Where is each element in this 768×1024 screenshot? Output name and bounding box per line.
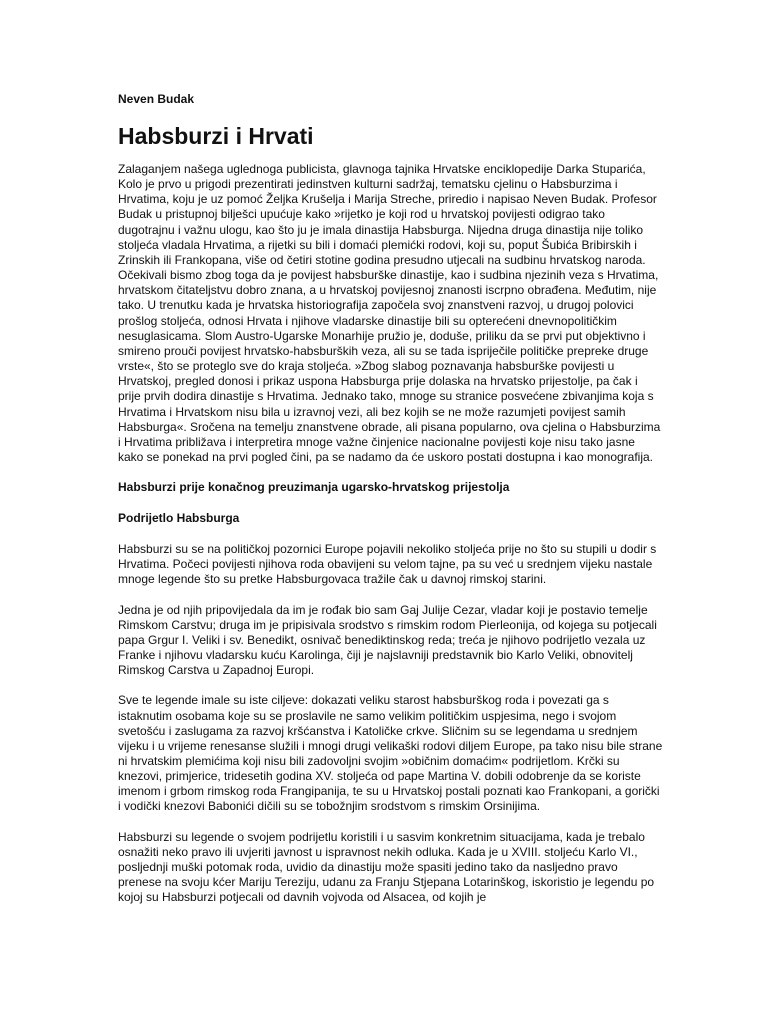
- subsection-heading: Podrijetlo Habsburga: [118, 511, 240, 526]
- document-page: [118, 92, 663, 920]
- author-name: Neven Budak: [118, 92, 195, 106]
- section-heading: Habsburzi prije konačnog preuzimanja ugarsko-hrvatskog prijestolja: [118, 480, 510, 495]
- body-paragraph: Habsburzi su legende o svojem podrijetlu koristili i u sasvim konkretnim situacijama, kada je trebalo osnažiti neko pravo ili uvjeriti javnost u ispravnost nekih odluka. Kada je u XVIII. stoljeću Karlo VI., posljednji muški potomak roda, uvidio da dinastiju može spasiti jedino tako da nasljedno pravo prenese na svoju kćer Mariju Tereziju, udanu za Franju Stjepana Lotarinškog, iskoristio je legendu po kojoj su Habsburzi potjecali od davnih vojvoda od Alsacea, od kojih je: [118, 829, 655, 905]
- body-paragraph: Jedna je od njih pripovijedala da im je rođak bio sam Gaj Julije Cezar, vladar koji je postavio temelje Rimskom Carstvu; druga im je pripisivala srodstvo s rimskim rodom Pierleonija, od kojega su potjecali papa Grgur I. Veliki i sv. Benedikt, osnivač benediktinskog reda; treća je njihovo podrijetlo vezala uz Franke i njihovu vladarsku kuću Karolinga, čiji je najslavniji predstavnik bio Karlo Veliki, obnovitelj Rimskog Carstva u Zapadnoj Europi.: [118, 602, 657, 678]
- body-paragraph: Sve te legende imale su iste ciljeve: dokazati veliku starost habsburškog roda i povezati ga s istaknutim osobama koje su se proslavile ne samo velikim političkim uspjesima, nego i svojom svetošću i zaslugama za razvoj kršćanstva i Katoličke crkve. Sličnim su se legendama u srednjem vijeku i u vrijeme renesanse služili i mnogi drugi velikaški rodovi diljem Europe, pa tako nisu bile strane ni hrvatskim plemićima koji nisu bili zadovoljni svojim »običnim domaćim« podrijetlom. Krčki su knezovi, primjerice, tridesetih godina XV. stoljeća od pape Martina V. dobili odobrenje da se koriste imenom i grbom rimskog roda Frangipanija, te su u Hrvatskoj postali poznati kao Frankopani, a gorički i vodički knezovi Babonići dičili su se tobožnjim srodstvom s rimskim Orsinijima.: [118, 693, 663, 814]
- intro-paragraph: Zalaganjem našega uglednoga publicista, glavnoga tajnika Hrvatske enciklopedije Darka Stuparića, Kolo je prvo u prigodi prezentirati jedinstven kulturni sadržaj, tematsku cjelinu o Habsburzima i Hrvatima, koju je uz pomoć Željka Krušelja i Marija Streche, priredio i napisao Neven Budak. Profesor Budak u pristupnoj bilješci upućuje kako »rijetko je koji rod u hrvatskoj povijesti odigrao tako dugotrajnu i važnu ulogu, kao što ju je imala dinastija Habsburga. Nijedna druga dinastija nije toliko stoljeća vladala Hrvatima, a rijetki su bili i domaći plemićki rodovi, koji su, poput Šubića Bribirskih i Zrinskih ili Frankopana, više od četiri stotine godina presudno utjecali na sudbinu hrvatskog naroda. Očekivali bismo zbog toga da je povijest habsburške dinastije, kao i sudbina njezinih veza s Hrvatima, hrvatskom čitateljstvu dobro znana, a u hrvatskoj povijesnoj znanosti iscrpno obrađena. Međutim, nije tako. U trenutku kada je hrvatska historiografija započela svoj znanstveni razvoj, u drugoj polovici prošlog stoljeća, odnosi Hrvata i njihove vladarske dinastije bili su opterećeni dnevnopolitičkim nesuglasicama. Slom Austro-Ugarske Monarhije pružio je, doduše, priliku da se prvi put objektivno i smireno prouči povijest hrvatsko-habsburških veza, ali su se tada ispriječile političke prepreke druge vrste«, što se proteglo sve do kraja stoljeća. »Zbog slabog poznavanja habsburške povijesti u Hrvatskoj, pregled donosi i prikaz uspona Habsburga prije dolaska na hrvatsko prijestolje, pa čak i prije prvih dodira dinastije s Hrvatima. Jednako tako, mnoge su stranice posvećene zbivanjima koja s Hrvatima i Hrvatskom nisu bila u izravnoj vezi, ali bez kojih se ne može razumjeti povijest samih Habsburga«. Sročena na temelju znanstvene obrade, ali pisana popularno, ova cjelina o Habsburzima i Hrvatima približava i interpretira mnoge važne činjenice nacionalne povijesti koje nisu tako jasne kako se ponekad na prvi pogled čini, pa se nadamo da će uskoro postati dostupna i kao monografija.: [118, 162, 661, 464]
- document-title: Habsburzi i Hrvati: [118, 123, 314, 149]
- body-paragraph: Habsburzi su se na političkoj pozornici Europe pojavili nekoliko stoljeća prije no što su stupili u dodir s Hrvatima. Počeci povijesti njihova roda obavijeni su velom tajne, pa su već u srednjem vijeku nastale mnoge legende što su pretke Habsburgovaca tražile čak u davnoj rimskoj starini.: [118, 542, 657, 587]
